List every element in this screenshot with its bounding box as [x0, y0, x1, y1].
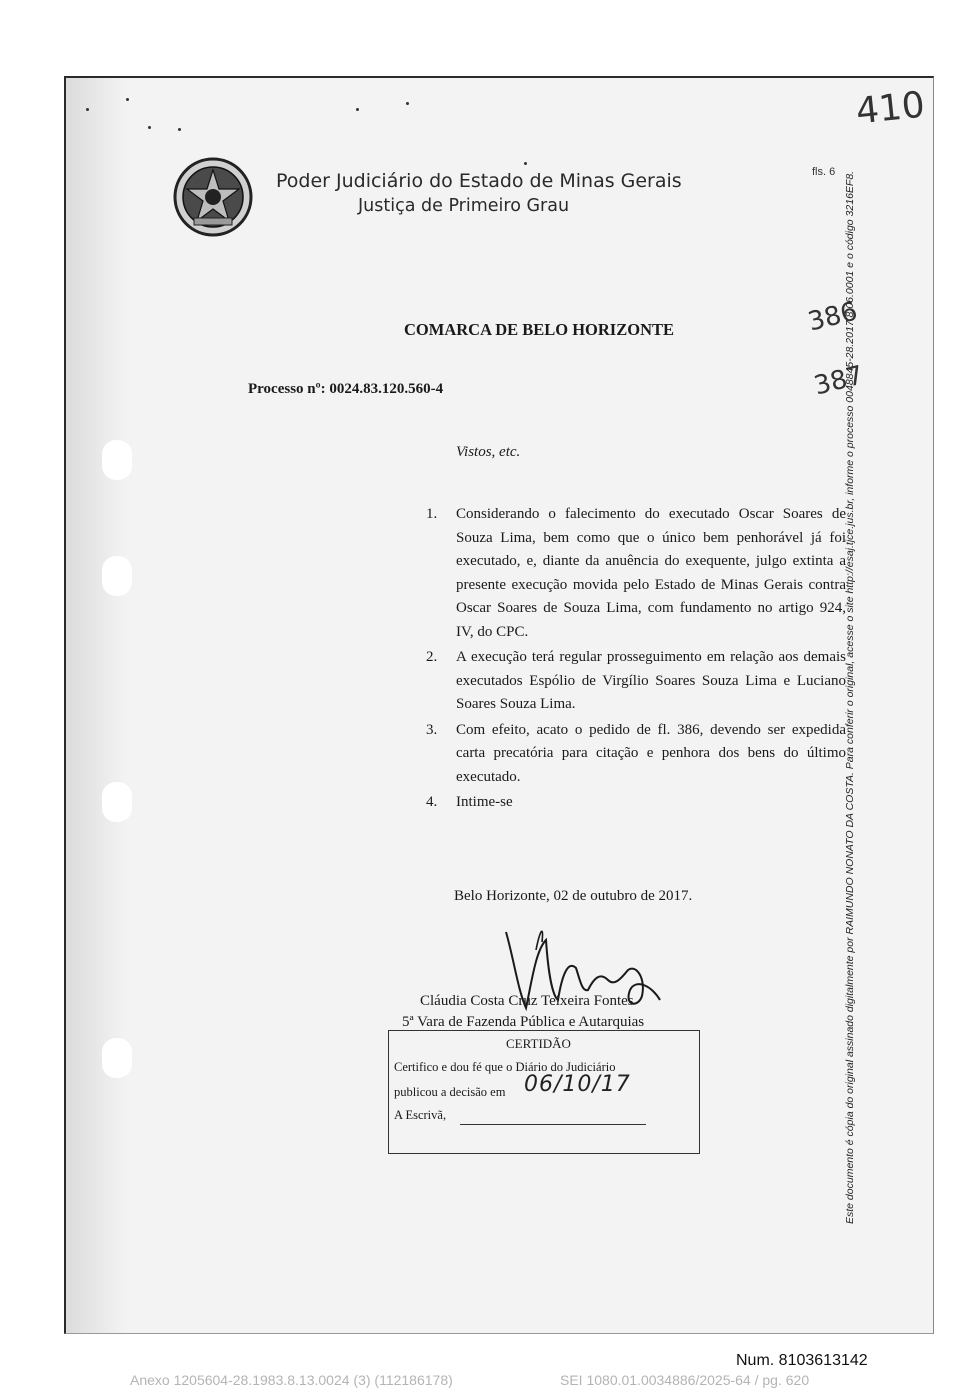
handwritten-folio-387: 387 [811, 360, 867, 402]
signer-name: Cláudia Costa Cruz Teixeira Fontes [420, 993, 634, 1009]
scan-speck [356, 108, 359, 111]
handwritten-page-number: 410 [854, 84, 927, 133]
punch-hole [102, 782, 132, 822]
footer-document-number: Num. 8103613142 [736, 1352, 868, 1369]
signer-role: 5ª Vara de Fazenda Pública e Autarquias [402, 1014, 645, 1030]
certidao-handwritten-date: 06/10/17 [524, 1072, 631, 1097]
decision-item [426, 791, 846, 815]
decision-items [426, 503, 846, 817]
punch-hole [102, 1038, 132, 1078]
certidao-line-2: publicou a decisão em [394, 1085, 506, 1099]
certidao-title: CERTIDÃO [506, 1036, 571, 1051]
item-number: 3. [426, 721, 438, 738]
item-number: 4. [426, 794, 438, 810]
punch-hole [102, 556, 132, 596]
comarca-title: COMARCA DE BELO HORIZONTE [404, 320, 674, 339]
vistos-line: Vistos, etc. [456, 444, 521, 460]
header-institution: Poder Judiciário do Estado de Minas Gerais [276, 170, 682, 192]
footer-annex-reference: Anexo 1205604-28.1983.8.13.0024 (3) (112186178) [130, 1372, 453, 1388]
handwritten-folio-386: 386 [805, 296, 861, 338]
scan-edge-shadow [66, 78, 126, 1333]
digital-signature-note: Este documento é cópia do original assinado digitalmente por RAIMUNDO NONATO DA COSTA. Para conferir o original, acesse o site http://esaj.tjce.jus.br, informe o processo 0048845-28.2017.8.06.0001 e o código 3216EF8. [844, 170, 856, 1224]
coat-of-arms-seal-icon [172, 156, 254, 238]
scanned-page [64, 76, 934, 1334]
certidao-line-1: Certifico e dou fé que o Diário do Judiciário [394, 1060, 616, 1074]
item-text: Considerando o falecimento do executado Oscar Soares de Souza Lima, bem como que o único bem penhorável já foi executado, e, diante da anuência do exequente, julgo extinta a presente execução movida pelo Estado de Minas Gerais contra Oscar Soares de Souza Lima, com fundamento no artigo 924, IV, do CPC. [456, 506, 846, 640]
header-court-level: Justiça de Primeiro Grau [358, 196, 570, 216]
scan-speck [86, 108, 89, 111]
scan-speck [148, 126, 151, 129]
decision-item [426, 503, 846, 644]
item-text: Intime-se [456, 794, 513, 810]
punch-hole [102, 440, 132, 480]
process-number: Processo nº: 0024.83.120.560-4 [248, 381, 444, 397]
certidao-line-3: A Escrivã, [394, 1108, 447, 1122]
scan-speck [126, 98, 129, 101]
scan-speck [178, 128, 181, 131]
item-text: A execução terá regular prosseguimento em relação aos demais executados Espólio de Virgílio Soares Souza Lima e Luciano Soares Souza Lima. [456, 649, 846, 712]
scan-speck [524, 162, 527, 165]
place-and-date: Belo Horizonte, 02 de outubro de 2017. [454, 888, 693, 904]
folio-label: fls. 6 [812, 166, 836, 178]
footer-sei-reference: SEI 1080.01.0034886/2025-64 / pg. 620 [560, 1372, 810, 1388]
decision-item [426, 646, 846, 717]
decision-item [426, 719, 846, 790]
item-number: 1. [426, 506, 438, 522]
item-text: Com efeito, acato o pedido de fl. 386, devendo ser expedida carta precatória para citação e penhora dos bens do último executado. [456, 721, 846, 785]
certidao-signature-line [460, 1124, 646, 1125]
item-number: 2. [426, 649, 438, 665]
scan-speck [406, 102, 409, 105]
